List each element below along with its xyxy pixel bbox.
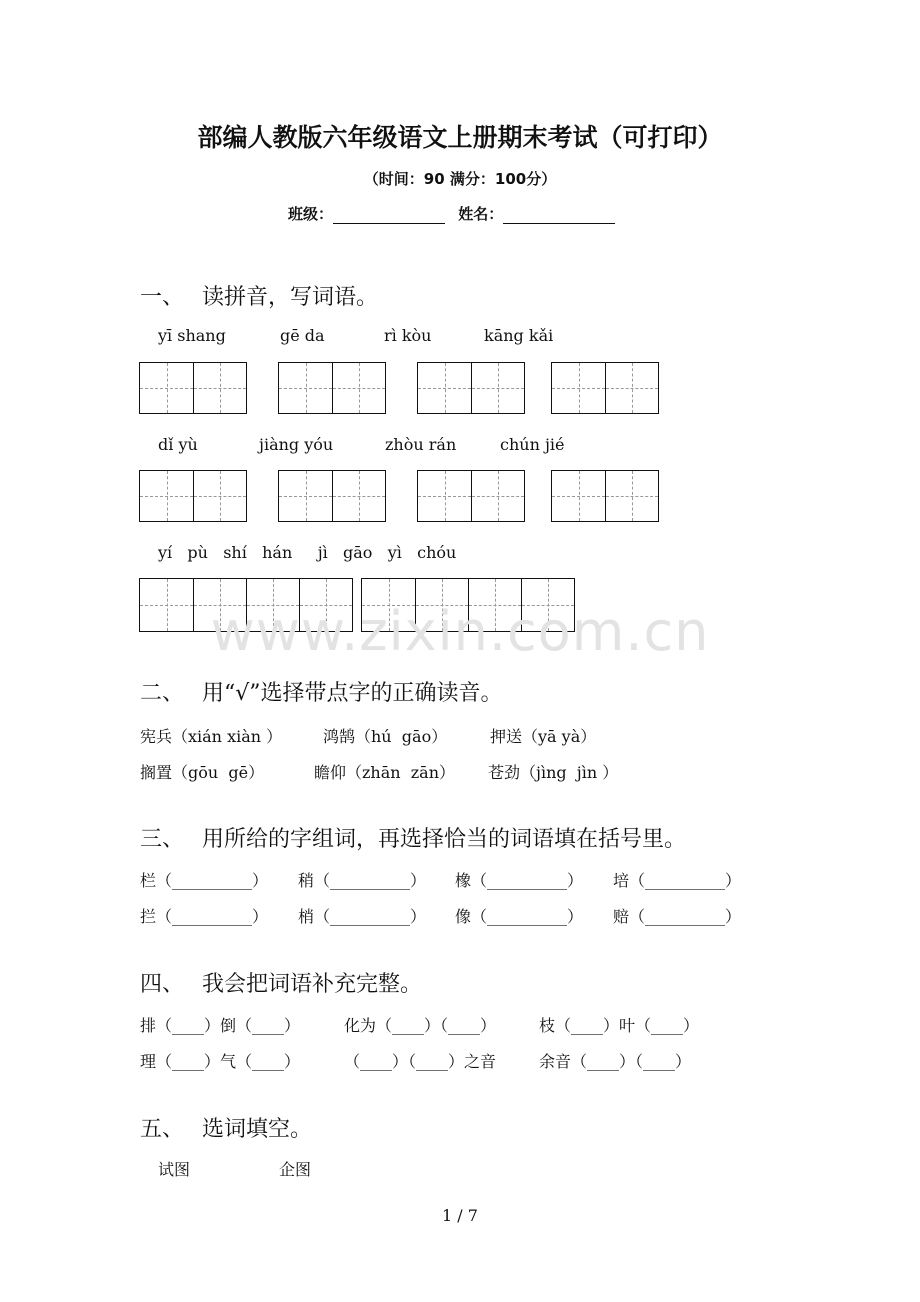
word-blank[interactable]: 赔（__________） [613,907,742,926]
idiom-blank[interactable]: 枝（____）叶（____） [539,1016,700,1035]
writing-grid[interactable] [139,470,247,522]
idiom-blank[interactable]: 排（____）倒（____） [140,1016,301,1035]
section-4-title: 我会把词语补充完整。 [202,972,423,997]
section-1-number: 一、 [140,285,185,310]
idiom-blank[interactable]: 理（____）气（____） [140,1052,301,1071]
section-5-title: 选词填空。 [202,1117,313,1142]
class-label: 班级： [288,205,334,223]
word-blank[interactable]: 梢（__________） [298,907,427,926]
reading-item: 鸿鹄（hú gāo） [323,727,448,746]
section-2-title: 用“√”选择带点字的正确读音。 [202,681,503,706]
pinyin-6: jiàng yóu [259,435,334,454]
pinyin-2: gē da [280,326,325,345]
writing-grid[interactable] [278,470,386,522]
writing-grid[interactable] [139,362,247,414]
section-2-number: 二、 [140,681,185,706]
page-number: 1 / 7 [442,1206,478,1225]
writing-grid[interactable] [551,470,659,522]
word-blank[interactable]: 稍（__________） [298,871,427,890]
section-1-heading [140,280,378,311]
writing-grid[interactable] [417,470,525,522]
pinyin-8: chún jié [500,435,565,454]
section-5-number: 五、 [140,1117,185,1142]
name-label: 姓名： [458,205,504,223]
word-blank[interactable]: 像（__________） [455,907,584,926]
section-5-heading [140,1112,312,1143]
pinyin-idioms: yí pù shí hán jì gāo yì chóu [158,543,457,562]
exam-info: （时间：90 满分：100分） [363,170,557,188]
class-blank [333,209,445,224]
section-3-title: 用所给的字组词，再选择恰当的词语填在括号里。 [202,827,687,852]
section-3-number: 三、 [140,827,185,852]
word-blank[interactable]: 橡（__________） [455,871,584,890]
watermark: www.zixin.com.cn [210,600,710,663]
section-2-heading [140,676,503,707]
writing-grid[interactable] [278,362,386,414]
idiom-blank[interactable]: 余音（____）（____） [539,1052,692,1071]
choice-word: 企图 [279,1160,312,1179]
choice-word: 试图 [158,1160,191,1179]
idiom-blank[interactable]: （____）（____）之音 [344,1052,497,1071]
name-blank [503,209,615,224]
pinyin-4: kāng kǎi [484,326,554,345]
reading-item: 押送（yā yà） [490,727,597,746]
idiom-blank[interactable]: 化为（____）（____） [344,1016,497,1035]
reading-item: 苍劲（jìng jìn ） [488,763,619,782]
pinyin-5: dǐ yù [158,435,198,454]
section-3-heading [140,822,686,853]
student-info [288,203,623,224]
section-4-heading [140,967,422,998]
section-4-number: 四、 [140,972,185,997]
word-blank[interactable]: 培（__________） [613,871,742,890]
word-blank[interactable]: 拦（__________） [140,907,269,926]
reading-item: 搁置（gōu gē） [140,763,265,782]
writing-grid[interactable] [551,362,659,414]
word-blank[interactable]: 栏（__________） [140,871,269,890]
section-1-title: 读拼音，写词语。 [202,285,379,310]
writing-grid[interactable] [417,362,525,414]
reading-item: 宪兵（xián xiàn ） [140,727,283,746]
page-title: 部编人教版六年级语文上册期末考试（可打印） [197,123,723,152]
pinyin-1: yī shang [158,326,226,345]
pinyin-3: rì kòu [384,326,432,345]
pinyin-7: zhòu rán [385,435,457,454]
reading-item: 瞻仰（zhān zān） [314,763,456,782]
